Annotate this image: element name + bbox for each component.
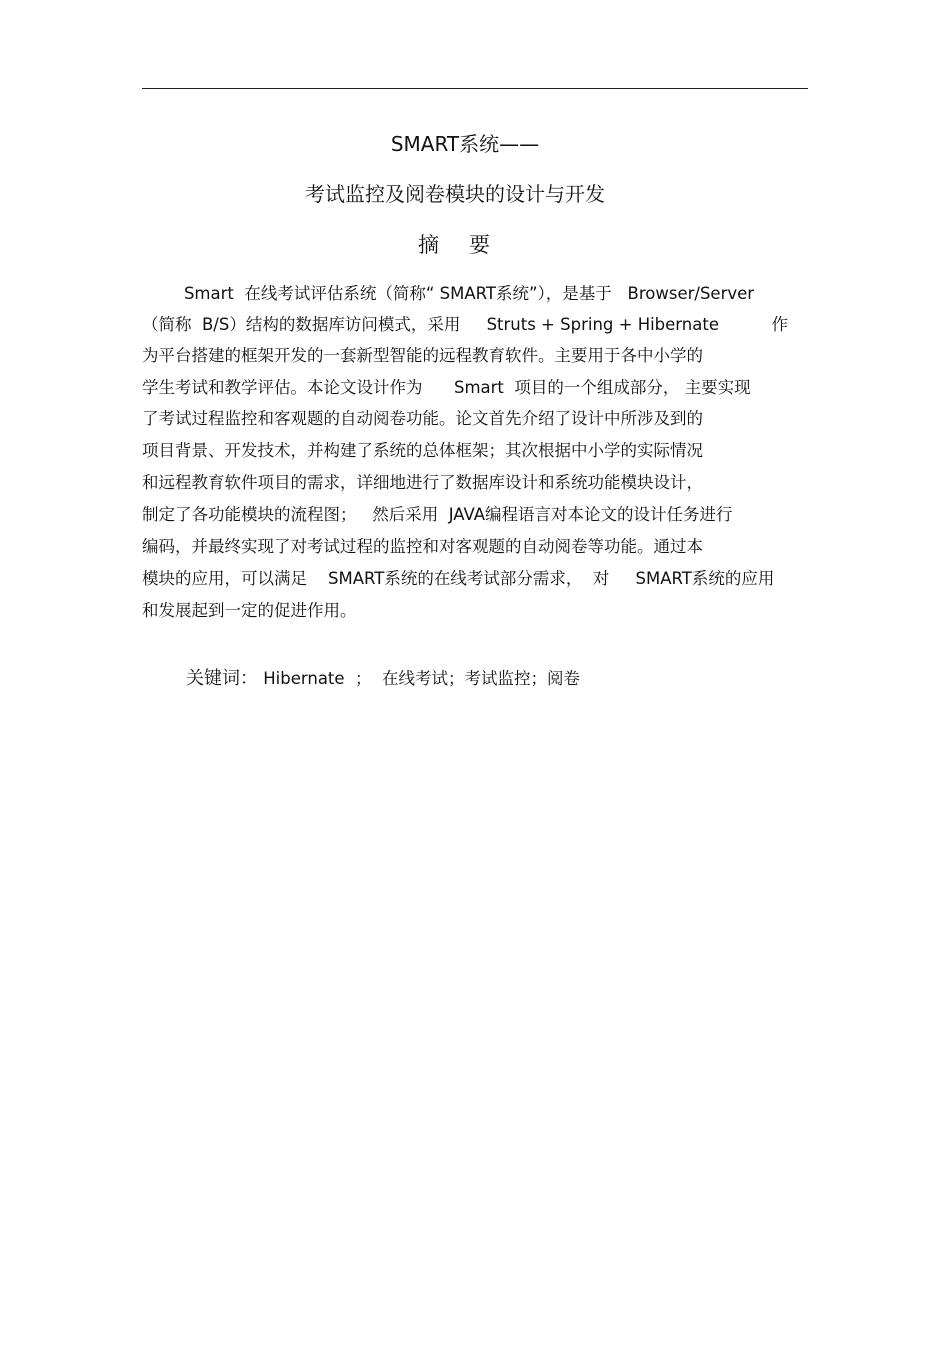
abstract-line: 模块的应用，可以满足 SMART系统的在线考试部分需求， 对 SMART系统的应用 (142, 569, 775, 588)
header-rule (142, 88, 808, 89)
title-line-1: SMART系统—— (390, 132, 540, 156)
abstract-line: 项目背景、开发技术，并构建了系统的总体框架；其次根据中小学的实际情况 (142, 441, 703, 460)
abstract-line: 编码，并最终实现了对考试过程的监控和对客观题的自动阅卷等功能。通过本 (142, 537, 703, 556)
abstract-line: 和远程教育软件项目的需求，详细地进行了数据库设计和系统功能模块设计， (142, 473, 703, 492)
abstract-line: （简称 B/S）结构的数据库访问模式，采用 Struts + Spring + Hibernate 作 (142, 315, 788, 334)
abstract-line: Smart 在线考试评估系统（简称“ SMART系统”），是基于 Browser/Server (142, 284, 755, 303)
abstract-heading: 摘要 (418, 233, 520, 257)
title-line-2: 考试监控及阅卷模块的设计与开发 (305, 182, 605, 206)
abstract-line: 学生考试和教学评估。本论文设计作为 Smart 项目的一个组成部分， 主要实现 (142, 378, 751, 397)
keywords-label: 关键词： (186, 668, 258, 689)
abstract-line: 制定了各功能模块的流程图； 然后采用 JAVA编程语言对本论文的设计任务进行 (142, 505, 733, 524)
abstract-line: 为平台搭建的框架开发的一套新型智能的远程教育软件。主要用于各中小学的 (142, 346, 703, 365)
keywords-text: Hibernate ； 在线考试；考试监控；阅卷 (258, 669, 581, 688)
abstract-line: 和发展起到一定的促进作用。 (142, 601, 357, 620)
keywords-line (186, 664, 580, 690)
abstract-line: 了考试过程监控和客观题的自动阅卷功能。论文首先介绍了设计中所涉及到的 (142, 409, 703, 428)
